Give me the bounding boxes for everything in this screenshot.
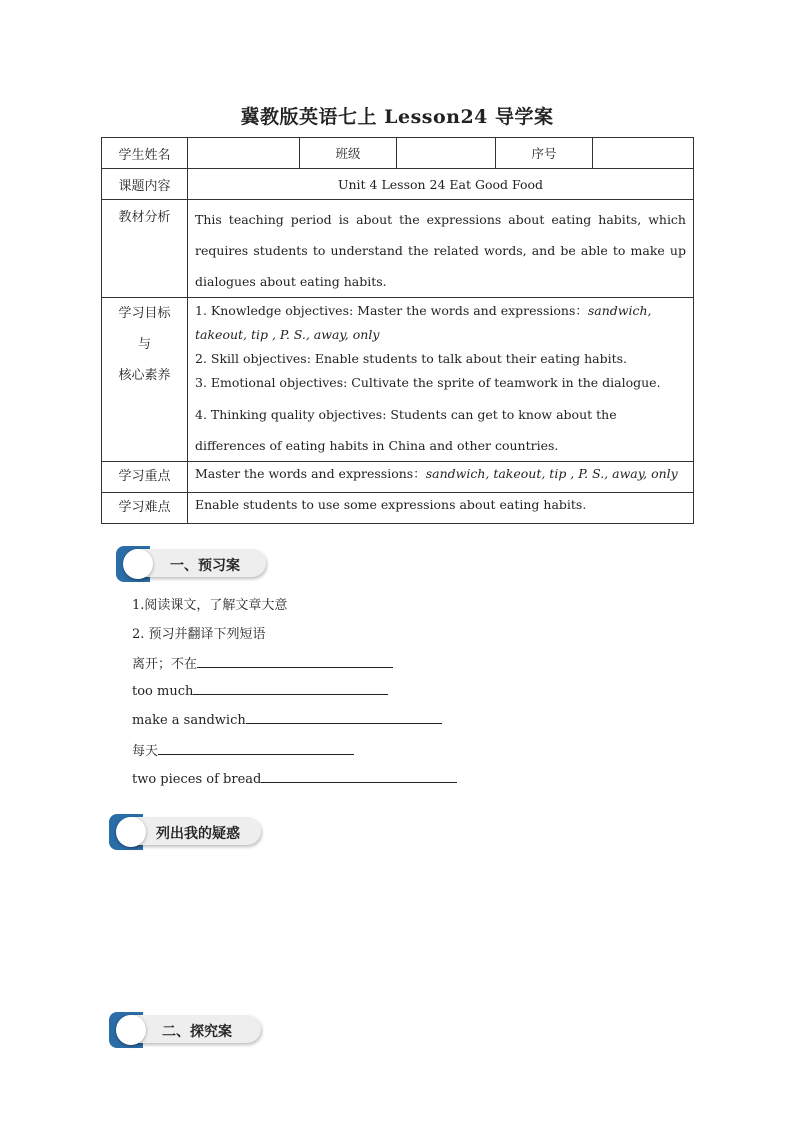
section-preview-heading: 一、预习案 xyxy=(170,558,240,574)
answer-blank[interactable] xyxy=(158,742,354,755)
seat-label: 序号 xyxy=(496,138,593,169)
section-explore-header xyxy=(109,1012,263,1048)
difficult-points-label: 学习难点 xyxy=(102,493,188,524)
phrase-line: too much xyxy=(132,682,388,699)
difficult-points: Enable students to use some expressions about eating habits. xyxy=(188,493,694,524)
section-circle-icon xyxy=(116,1015,146,1045)
preview-item-2: 2. 预习并翻译下列短语 xyxy=(132,627,266,642)
section-questions-heading: 列出我的疑惑 xyxy=(156,826,240,842)
lesson-info-table xyxy=(101,137,694,524)
seat-field[interactable] xyxy=(593,138,694,169)
student-name-label: 学生姓名 xyxy=(102,138,188,169)
topic-value: Unit 4 Lesson 24 Eat Good Food xyxy=(188,169,694,200)
goals-content xyxy=(188,298,694,462)
goals-label xyxy=(102,298,188,462)
section-explore-heading: 二、探究案 xyxy=(162,1024,232,1040)
phrase-line: 离开；不在 xyxy=(132,653,393,672)
goals-label-line3: 核心素养 xyxy=(118,368,171,383)
key-points: Master the words and expressions：sandwich, takeout, tip , P. S., away, only xyxy=(188,462,694,493)
answer-blank[interactable] xyxy=(246,711,442,724)
preview-item-1: 1.阅读课文，了解文章大意 xyxy=(132,598,288,613)
topic-label: 课题内容 xyxy=(102,169,188,200)
class-field[interactable] xyxy=(397,138,496,169)
key-points-words: sandwich, takeout, tip , P. S., away, only xyxy=(425,466,678,481)
analysis-label: 教材分析 xyxy=(102,200,188,298)
analysis-text: This teaching period is about the expressions about eating habits, which requires students to understand the related words, and be able to make up dialogues about eating habits. xyxy=(188,200,694,298)
section-circle-icon xyxy=(123,549,153,579)
phrase-line: make a sandwich xyxy=(132,711,442,728)
goals-label-line2: 与 xyxy=(137,337,151,352)
answer-blank[interactable] xyxy=(261,770,457,783)
class-label: 班级 xyxy=(300,138,397,169)
phrase-line: two pieces of bread xyxy=(132,770,457,787)
answer-blank[interactable] xyxy=(197,655,393,668)
goal-1: 1. Knowledge objectives: Master the words and expressions：sandwich, takeout, tip , P. S., away, only xyxy=(195,303,652,342)
section-questions-header xyxy=(109,814,263,850)
section-circle-icon xyxy=(116,817,146,847)
answer-blank[interactable] xyxy=(193,682,388,695)
goal-4: 4. Thinking quality objectives: Students can get to know about the differences of eating habits in China and other countries. xyxy=(195,407,617,453)
student-name-field[interactable] xyxy=(188,138,300,169)
goal-3: 3. Emotional objectives: Cultivate the sprite of teamwork in the dialogue. xyxy=(195,375,661,390)
goal-1-words: sandwich, takeout, tip , P. S., away, only xyxy=(195,303,652,342)
page-title: 冀教版英语七上 Lesson24 导学案 xyxy=(240,106,554,128)
key-points-label: 学习重点 xyxy=(102,462,188,493)
goal-2: 2. Skill objectives: Enable students to talk about their eating habits. xyxy=(195,351,628,366)
section-preview-header xyxy=(116,546,268,582)
goals-label-line1: 学习目标 xyxy=(118,306,171,321)
phrase-line: 每天 xyxy=(132,740,354,759)
